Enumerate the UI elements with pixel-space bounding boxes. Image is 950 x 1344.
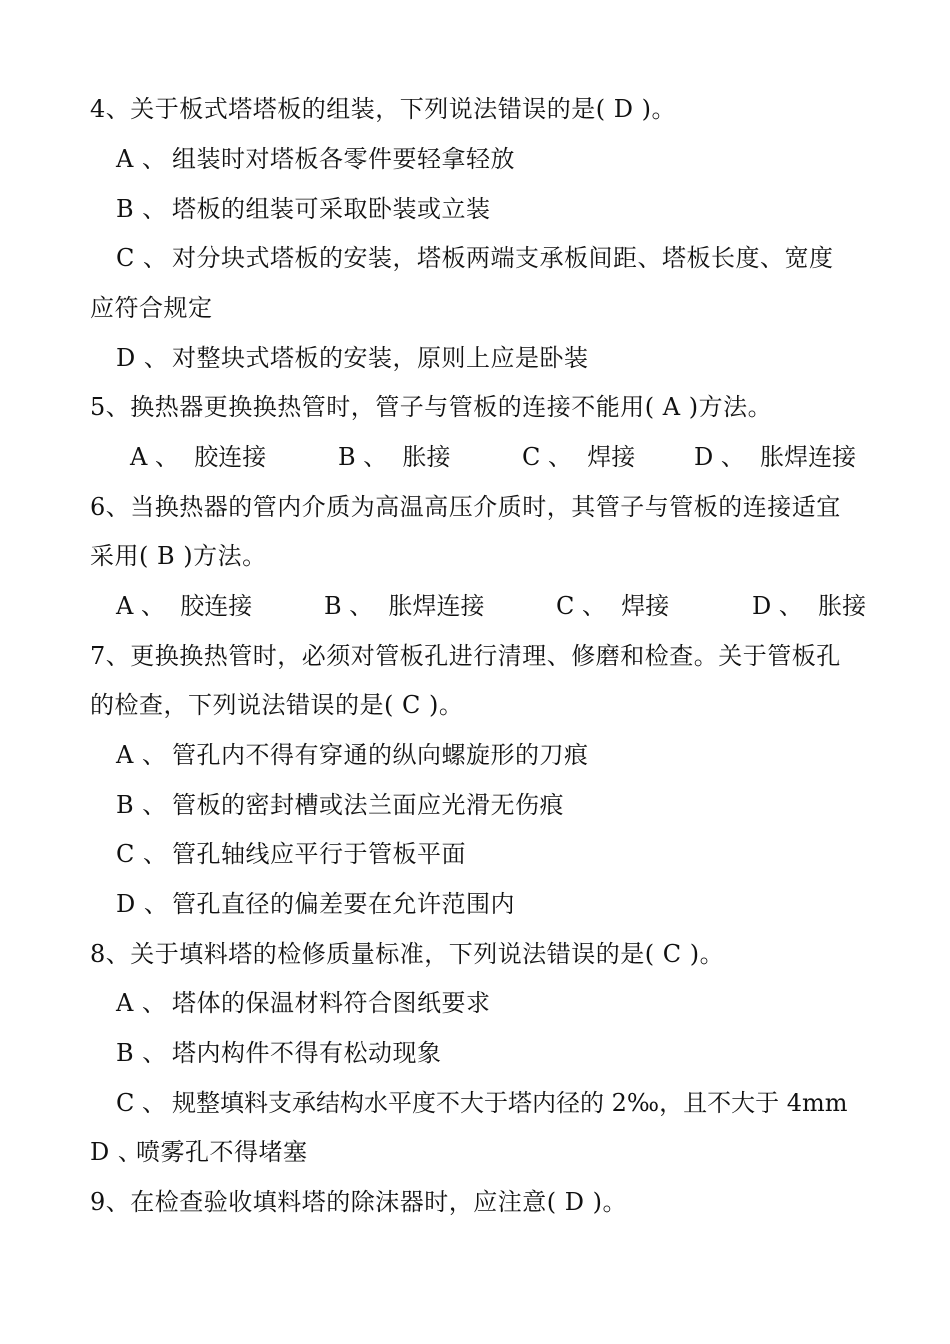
option-text: 胶连接 — [180, 592, 253, 620]
option-text: 管孔轴线应平行于管板平面 — [172, 840, 466, 868]
question-5-option-b — [338, 442, 451, 472]
option-label: C 、 — [556, 592, 606, 620]
option-text: 焊接 — [621, 592, 670, 620]
option-text: 胀焊连接 — [388, 592, 485, 620]
option-label: B 、 — [116, 791, 167, 819]
option-label: A 、 — [130, 443, 179, 471]
option-label: A 、 — [116, 989, 167, 1017]
question-8-stem: 8、关于填料塔的检修质量标准，下列说法错误的是( C )。 — [90, 940, 725, 968]
question-4-option-b — [116, 194, 491, 224]
question-4-option-c-continuation: 应符合规定 — [90, 294, 213, 322]
option-text: 胶连接 — [194, 443, 267, 471]
question-8-option-c — [116, 1088, 848, 1118]
option-label: D 、 — [116, 890, 169, 918]
option-text: 胀焊连接 — [760, 443, 857, 471]
option-text: 焊接 — [587, 443, 636, 471]
question-4-option-a — [116, 144, 515, 174]
option-label: D 、 — [116, 344, 169, 372]
option-text: 管板的密封槽或法兰面应光滑无伤痕 — [172, 791, 564, 819]
option-text: 塔板的组装可采取卧装或立装 — [172, 195, 491, 223]
question-7-option-b — [116, 790, 564, 820]
option-label: A 、 — [116, 592, 165, 620]
option-label: B 、 — [324, 592, 374, 620]
option-text: 喷雾孔不得堵塞 — [136, 1138, 308, 1166]
option-label: D 、 — [752, 592, 803, 620]
option-text: 胀接 — [402, 443, 451, 471]
option-label: D 、 — [694, 443, 745, 471]
question-7-option-a — [116, 740, 589, 770]
question-6-stem-continuation: 采用( B )方法。 — [90, 542, 267, 570]
option-text: 对整块式塔板的安装，原则上应是卧装 — [172, 344, 589, 372]
question-5-option-c — [522, 442, 635, 472]
option-text: 对分块式塔板的安装，塔板两端支承板间距、塔板长度、宽度 — [172, 244, 834, 272]
question-6-option-b — [324, 591, 485, 621]
question-7-stem: 7、更换换热管时，必须对管板孔进行清理、修磨和检查。关于管板孔 — [90, 642, 841, 670]
question-8-option-a — [116, 988, 491, 1018]
option-label: C 、 — [522, 443, 572, 471]
question-6-option-d — [752, 591, 866, 621]
question-5-stem: 5、换热器更换换热管时，管子与管板的连接不能用( A )方法。 — [90, 393, 773, 421]
question-4-option-d — [116, 343, 589, 373]
option-label: D 、 — [90, 1138, 143, 1166]
question-6-option-c — [556, 591, 669, 621]
option-text: 管孔内不得有穿通的纵向螺旋形的刀痕 — [172, 741, 589, 769]
option-label: A 、 — [116, 741, 167, 769]
question-5-option-d — [694, 442, 856, 472]
option-label: C 、 — [116, 1089, 166, 1117]
option-label: C 、 — [116, 840, 168, 868]
option-text: 塔体的保温材料符合图纸要求 — [172, 989, 491, 1017]
question-5-option-a — [130, 442, 266, 472]
question-6-option-a — [116, 591, 252, 621]
option-text: 塔内构件不得有松动现象 — [172, 1039, 442, 1067]
option-label: B 、 — [116, 195, 167, 223]
option-text: 管孔直径的偏差要在允许范围内 — [172, 890, 515, 918]
option-label: B 、 — [116, 1039, 167, 1067]
option-text: 规整填料支承结构水平度不大于塔内径的 2‰，且不大于 4mm — [172, 1089, 848, 1117]
option-text: 组装时对塔板各零件要轻拿轻放 — [172, 145, 515, 173]
question-7-stem-continuation: 的检查，下列说法错误的是( C )。 — [90, 691, 464, 719]
question-4-stem: 4、关于板式塔塔板的组装，下列说法错误的是( D )。 — [90, 95, 676, 123]
question-8-option-b — [116, 1038, 442, 1068]
option-label: A 、 — [116, 145, 167, 173]
question-6-stem: 6、当换热器的管内介质为高温高压介质时，其管子与管板的连接适宜 — [90, 493, 841, 521]
question-7-option-d — [116, 889, 515, 919]
option-label: C 、 — [116, 244, 168, 272]
question-7-option-c — [116, 839, 466, 869]
question-4-option-c — [116, 243, 834, 273]
question-9-stem: 9、在检查验收填料塔的除沫器时，应注意( D )。 — [90, 1188, 627, 1216]
question-8-option-d — [90, 1137, 308, 1167]
option-text: 胀接 — [818, 592, 867, 620]
option-label: B 、 — [338, 443, 388, 471]
